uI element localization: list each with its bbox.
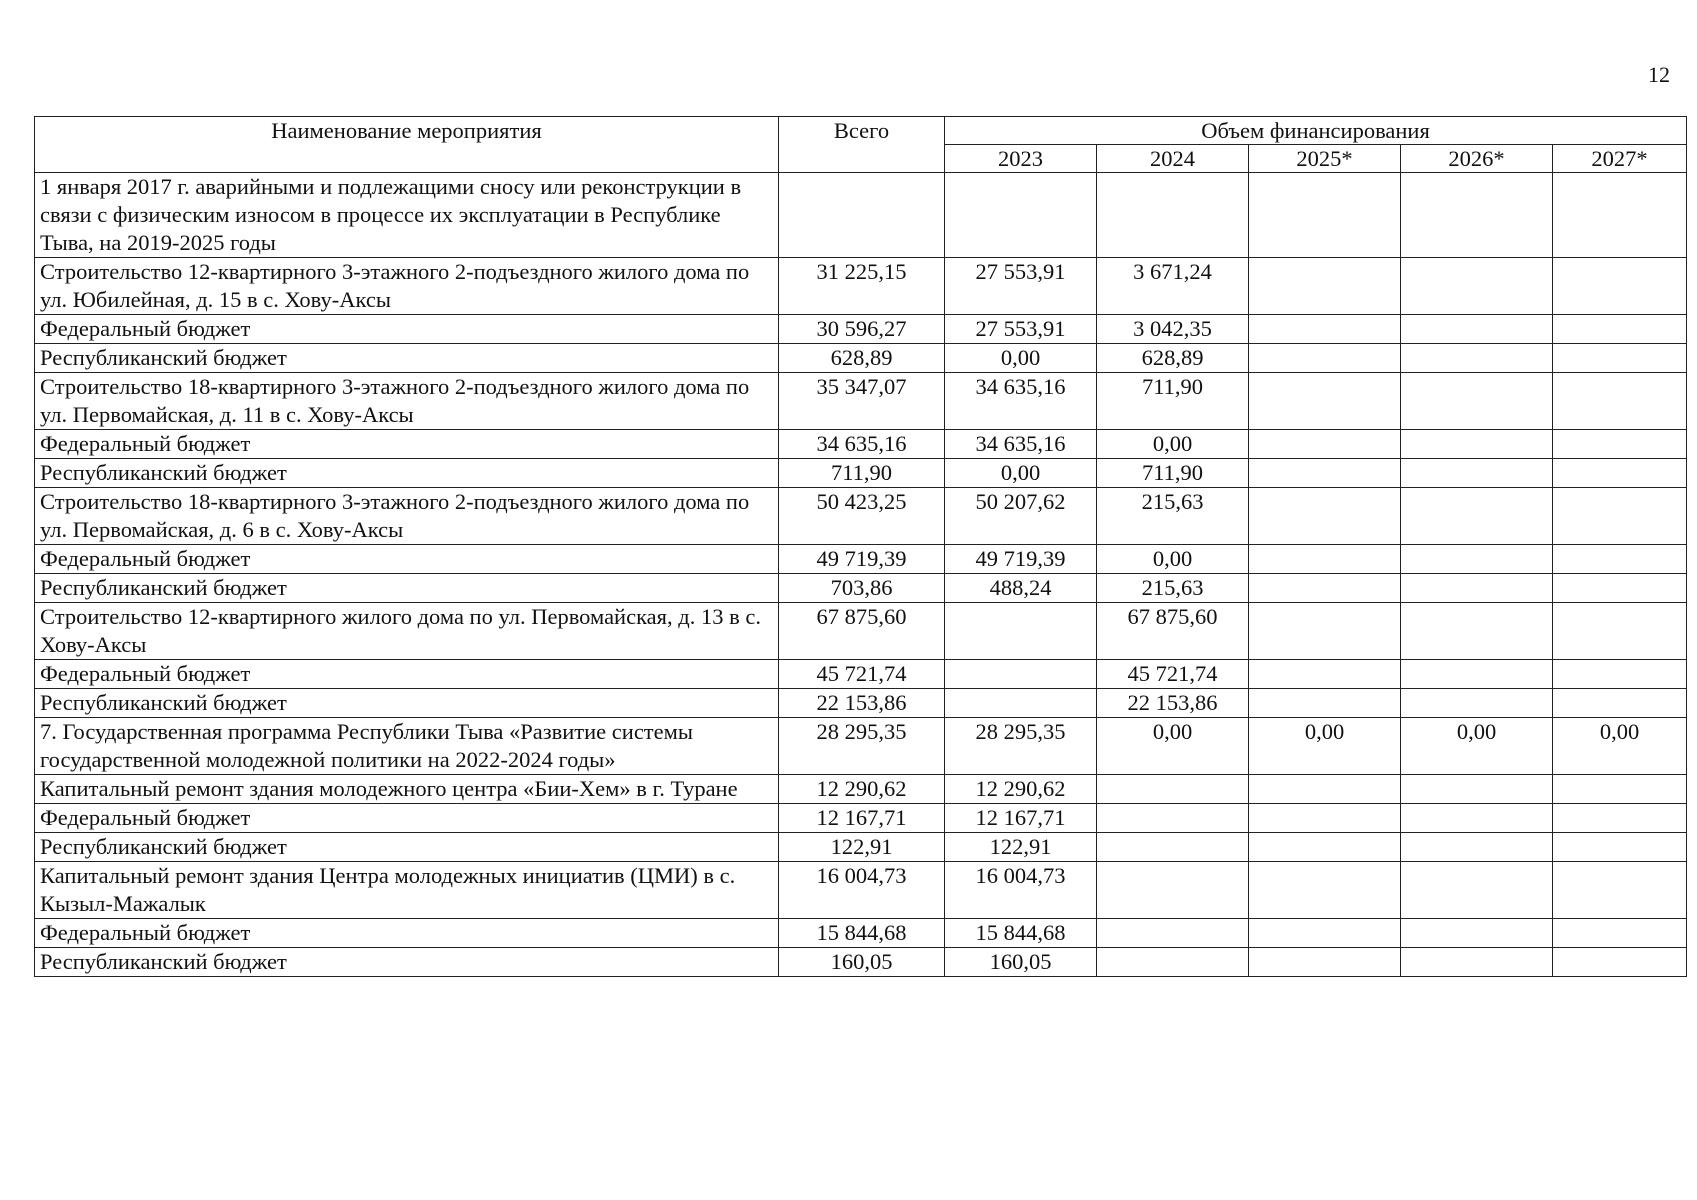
cell-y2026 [1401, 344, 1553, 373]
cell-y2023: 0,00 [945, 459, 1097, 488]
cell-y2023: 28 295,35 [945, 718, 1097, 775]
cell-y2026 [1401, 173, 1553, 258]
table-row [35, 833, 1687, 862]
cell-y2024: 3 042,35 [1097, 315, 1249, 344]
cell-y2024 [1097, 173, 1249, 258]
table-row [35, 948, 1687, 977]
cell-total: 49 719,39 [779, 545, 945, 574]
cell-y2027 [1553, 459, 1687, 488]
table-row [35, 603, 1687, 660]
cell-y2024: 215,63 [1097, 574, 1249, 603]
cell-y2023: 34 635,16 [945, 430, 1097, 459]
cell-y2027 [1553, 574, 1687, 603]
cell-total: 711,90 [779, 459, 945, 488]
cell-y2023: 488,24 [945, 574, 1097, 603]
cell-y2025 [1249, 258, 1401, 315]
cell-y2024 [1097, 919, 1249, 948]
cell-y2027 [1553, 488, 1687, 545]
row-name: Капитальный ремонт здания молодежного центра «Бии-Хем» в г. Туране [35, 775, 779, 804]
cell-y2024: 711,90 [1097, 459, 1249, 488]
cell-y2025 [1249, 919, 1401, 948]
cell-total: 16 004,73 [779, 862, 945, 919]
header-name: Наименование мероприятия [35, 117, 779, 173]
cell-y2025 [1249, 775, 1401, 804]
cell-y2025 [1249, 173, 1401, 258]
cell-total: 31 225,15 [779, 258, 945, 315]
table-row [35, 804, 1687, 833]
table-row [35, 430, 1687, 459]
table-row [35, 775, 1687, 804]
cell-y2024: 711,90 [1097, 373, 1249, 430]
header-year-2023: 2023 [945, 145, 1097, 173]
cell-y2027 [1553, 545, 1687, 574]
cell-y2023 [945, 173, 1097, 258]
cell-y2026 [1401, 862, 1553, 919]
cell-y2026 [1401, 488, 1553, 545]
table-row [35, 488, 1687, 545]
table-row [35, 315, 1687, 344]
cell-y2024: 0,00 [1097, 430, 1249, 459]
table-row [35, 574, 1687, 603]
cell-y2026 [1401, 948, 1553, 977]
cell-y2024 [1097, 775, 1249, 804]
cell-y2023: 122,91 [945, 833, 1097, 862]
cell-y2025 [1249, 603, 1401, 660]
cell-total: 50 423,25 [779, 488, 945, 545]
table-row [35, 258, 1687, 315]
cell-total: 122,91 [779, 833, 945, 862]
cell-y2026 [1401, 373, 1553, 430]
cell-y2024: 3 671,24 [1097, 258, 1249, 315]
row-name: Федеральный бюджет [35, 430, 779, 459]
cell-total: 45 721,74 [779, 660, 945, 689]
cell-y2027 [1553, 689, 1687, 718]
cell-total: 30 596,27 [779, 315, 945, 344]
cell-y2027 [1553, 173, 1687, 258]
header-year-2025: 2025* [1249, 145, 1401, 173]
header-year-2027: 2027* [1553, 145, 1687, 173]
cell-y2026 [1401, 603, 1553, 660]
row-name: Федеральный бюджет [35, 660, 779, 689]
cell-y2023: 160,05 [945, 948, 1097, 977]
table-row [35, 919, 1687, 948]
cell-y2025 [1249, 804, 1401, 833]
cell-y2025 [1249, 373, 1401, 430]
cell-y2023: 27 553,91 [945, 258, 1097, 315]
cell-y2024 [1097, 804, 1249, 833]
table-row [35, 689, 1687, 718]
row-name: Строительство 18-квартирного 3-этажного 2-подъездного жилого дома по ул. Первомайская, д. 6 в с. Хову-Аксы [35, 488, 779, 545]
cell-y2026 [1401, 689, 1553, 718]
cell-y2024 [1097, 948, 1249, 977]
row-name: Строительство 12-квартирного жилого дома по ул. Первомайская, д. 13 в с. Хову-Аксы [35, 603, 779, 660]
table-row [35, 660, 1687, 689]
cell-y2024 [1097, 833, 1249, 862]
cell-y2024 [1097, 862, 1249, 919]
cell-y2027 [1553, 775, 1687, 804]
cell-y2027 [1553, 603, 1687, 660]
cell-y2024: 22 153,86 [1097, 689, 1249, 718]
cell-y2024: 67 875,60 [1097, 603, 1249, 660]
row-name: Строительство 12-квартирного 3-этажного 2-подъездного жилого дома по ул. Юбилейная, д. 15 в с. Хову-Аксы [35, 258, 779, 315]
cell-y2027 [1553, 919, 1687, 948]
cell-y2023: 34 635,16 [945, 373, 1097, 430]
cell-y2026 [1401, 315, 1553, 344]
row-name: Республиканский бюджет [35, 344, 779, 373]
cell-total [779, 173, 945, 258]
cell-y2024: 0,00 [1097, 545, 1249, 574]
row-name: Республиканский бюджет [35, 689, 779, 718]
cell-y2027 [1553, 344, 1687, 373]
header-year-2026: 2026* [1401, 145, 1553, 173]
cell-y2026 [1401, 258, 1553, 315]
row-name: Капитальный ремонт здания Центра молодежных инициатив (ЦМИ) в с. Кызыл-Мажалык [35, 862, 779, 919]
cell-y2023: 50 207,62 [945, 488, 1097, 545]
cell-y2023 [945, 689, 1097, 718]
table-row [35, 459, 1687, 488]
cell-y2024: 628,89 [1097, 344, 1249, 373]
table-row [35, 173, 1687, 258]
cell-y2025 [1249, 545, 1401, 574]
cell-y2025 [1249, 459, 1401, 488]
cell-y2024: 0,00 [1097, 718, 1249, 775]
header-year-2024: 2024 [1097, 145, 1249, 173]
cell-y2026 [1401, 775, 1553, 804]
header-funding: Объем финансирования [945, 117, 1687, 145]
cell-total: 12 290,62 [779, 775, 945, 804]
cell-y2025 [1249, 833, 1401, 862]
row-name: Республиканский бюджет [35, 459, 779, 488]
row-name: Федеральный бюджет [35, 919, 779, 948]
cell-y2027 [1553, 660, 1687, 689]
table-body [35, 173, 1687, 977]
cell-y2023: 12 290,62 [945, 775, 1097, 804]
cell-y2026: 0,00 [1401, 718, 1553, 775]
cell-y2027 [1553, 862, 1687, 919]
cell-total: 160,05 [779, 948, 945, 977]
cell-y2027 [1553, 258, 1687, 315]
cell-y2023: 12 167,71 [945, 804, 1097, 833]
cell-y2027 [1553, 804, 1687, 833]
funding-table [34, 116, 1687, 977]
header-total: Всего [779, 117, 945, 173]
cell-y2027 [1553, 948, 1687, 977]
table-row [35, 862, 1687, 919]
cell-y2023: 27 553,91 [945, 315, 1097, 344]
cell-y2025 [1249, 689, 1401, 718]
cell-y2025 [1249, 344, 1401, 373]
row-name: 1 января 2017 г. аварийными и подлежащими сносу или реконструкции в связи с физическим износом в процессе их эксплуатации в Республике Тыва, на 2019-2025 годы [35, 173, 779, 258]
cell-y2023 [945, 603, 1097, 660]
cell-y2025 [1249, 574, 1401, 603]
cell-y2023: 49 719,39 [945, 545, 1097, 574]
cell-y2025 [1249, 488, 1401, 545]
cell-total: 67 875,60 [779, 603, 945, 660]
table-row [35, 545, 1687, 574]
cell-y2027 [1553, 430, 1687, 459]
cell-y2027 [1553, 315, 1687, 344]
cell-y2027: 0,00 [1553, 718, 1687, 775]
cell-y2025 [1249, 948, 1401, 977]
cell-y2026 [1401, 430, 1553, 459]
row-name: Республиканский бюджет [35, 948, 779, 977]
cell-total: 15 844,68 [779, 919, 945, 948]
cell-y2025 [1249, 660, 1401, 689]
cell-y2025 [1249, 862, 1401, 919]
table-row [35, 718, 1687, 775]
row-name: Федеральный бюджет [35, 315, 779, 344]
cell-y2025: 0,00 [1249, 718, 1401, 775]
row-name: Федеральный бюджет [35, 545, 779, 574]
cell-y2023: 16 004,73 [945, 862, 1097, 919]
table-row [35, 344, 1687, 373]
row-name: Республиканский бюджет [35, 574, 779, 603]
cell-y2026 [1401, 574, 1553, 603]
cell-total: 35 347,07 [779, 373, 945, 430]
cell-y2026 [1401, 459, 1553, 488]
cell-y2026 [1401, 545, 1553, 574]
cell-y2026 [1401, 660, 1553, 689]
cell-y2024: 215,63 [1097, 488, 1249, 545]
cell-y2023: 15 844,68 [945, 919, 1097, 948]
cell-total: 12 167,71 [779, 804, 945, 833]
page-number: 12 [1648, 62, 1670, 87]
row-name: 7. Государственная программа Республики Тыва «Развитие системы государственной молодежной политики на 2022-2024 годы» [35, 718, 779, 775]
table-header [35, 117, 1687, 173]
cell-total: 703,86 [779, 574, 945, 603]
cell-y2026 [1401, 804, 1553, 833]
row-name: Федеральный бюджет [35, 804, 779, 833]
cell-y2025 [1249, 315, 1401, 344]
cell-y2023: 0,00 [945, 344, 1097, 373]
table-row [35, 373, 1687, 430]
cell-total: 28 295,35 [779, 718, 945, 775]
cell-y2026 [1401, 833, 1553, 862]
cell-y2027 [1553, 833, 1687, 862]
row-name: Республиканский бюджет [35, 833, 779, 862]
cell-total: 628,89 [779, 344, 945, 373]
cell-y2025 [1249, 430, 1401, 459]
cell-total: 22 153,86 [779, 689, 945, 718]
cell-y2026 [1401, 919, 1553, 948]
row-name: Строительство 18-квартирного 3-этажного 2-подъездного жилого дома по ул. Первомайская, д. 11 в с. Хову-Аксы [35, 373, 779, 430]
cell-y2024: 45 721,74 [1097, 660, 1249, 689]
cell-total: 34 635,16 [779, 430, 945, 459]
cell-y2023 [945, 660, 1097, 689]
cell-y2027 [1553, 373, 1687, 430]
